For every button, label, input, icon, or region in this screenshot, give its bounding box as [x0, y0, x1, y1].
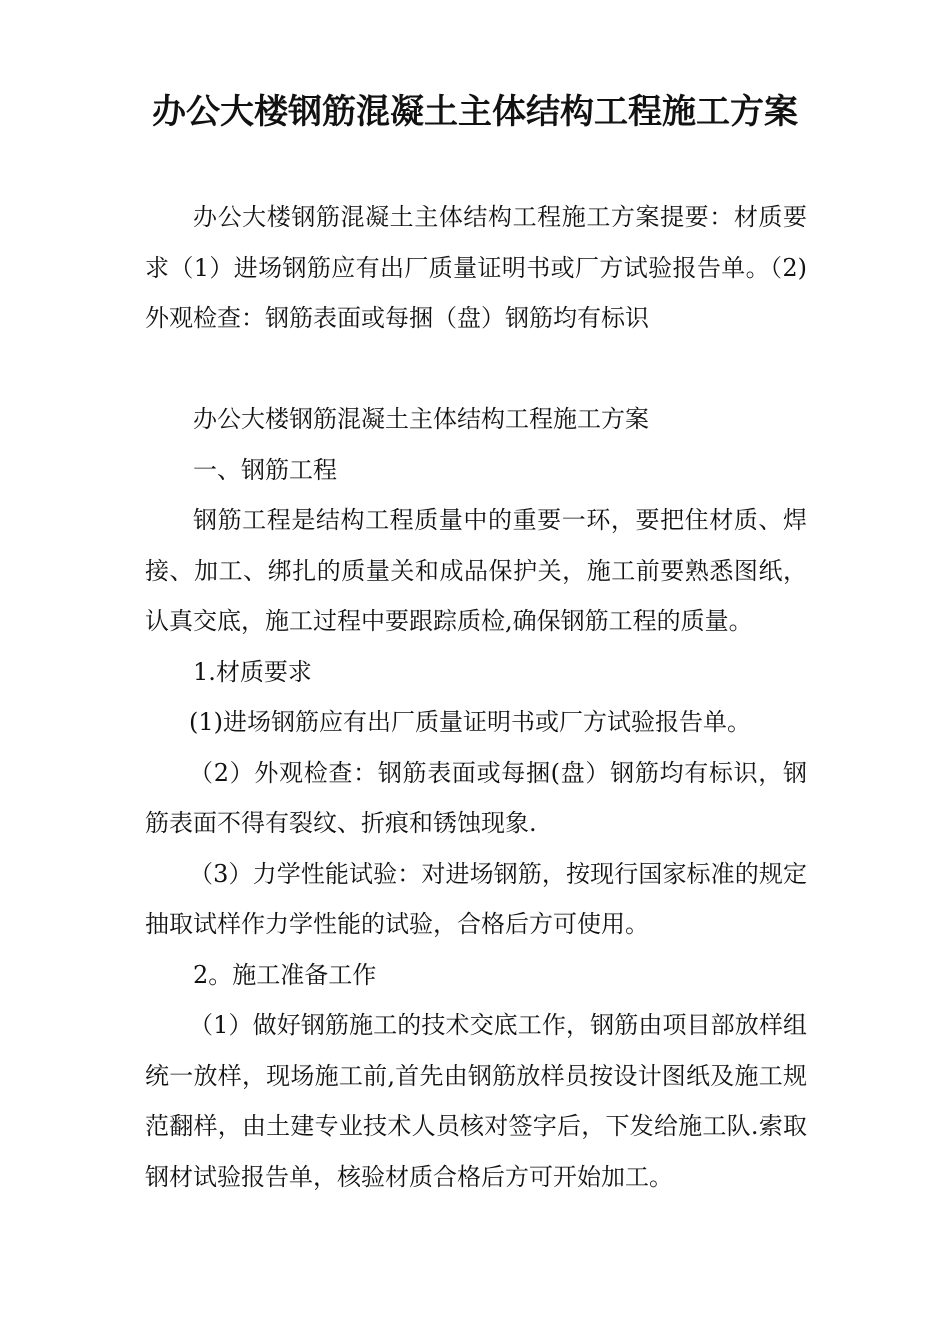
subtitle-paragraph: 办公大楼钢筋混凝土主体结构工程施工方案: [193, 405, 649, 433]
item-heading-material: 1.材质要求: [193, 657, 312, 686]
item-material-2: （2）外观检查：钢筋表面或每捆(盘）钢筋均有标识，钢筋表面不得有裂纹、折痕和锈蚀现象.: [145, 758, 807, 837]
section-intro-paragraph: 钢筋工程是结构工程质量中的重要一环，要把住材质、焊接、加工、绑扎的质量关和成品保护关，施工前要熟悉图纸，认真交底，施工过程中要跟踪质检,确保钢筋工程的质量。: [145, 506, 807, 635]
item-material-1: (1)进场钢筋应有出厂质量证明书或厂方试验报告单。: [189, 708, 751, 736]
item-material-3: （3）力学性能试验：对进场钢筋，按现行国家标准的规定抽取试样作力学性能的试验，合格后方可使用。: [145, 859, 807, 938]
document-title: 办公大楼钢筋混凝土主体结构工程施工方案: [152, 92, 798, 132]
paragraph-spacer: [145, 344, 807, 395]
item-heading-preparation: 2。施工准备工作: [193, 960, 377, 989]
document-body: [145, 192, 807, 1202]
item-preparation-1: （1）做好钢筋施工的技术交底工作，钢筋由项目部放样组统一放样，现场施工前,首先由钢筋放样员按设计图纸及施工规范翻样，由土建专业技术人员核对签字后，下发给施工队.索取钢材试验报告单，核验材质合格后方可开始加工。: [145, 1011, 807, 1191]
section-heading-rebar: 一、钢筋工程: [193, 455, 337, 484]
summary-paragraph: 办公大楼钢筋混凝土主体结构工程施工方案提要：材质要求（1）进场钢筋应有出厂质量证明书或厂方试验报告单。（2)外观检查：钢筋表面或每捆（盘）钢筋均有标识: [145, 203, 807, 332]
